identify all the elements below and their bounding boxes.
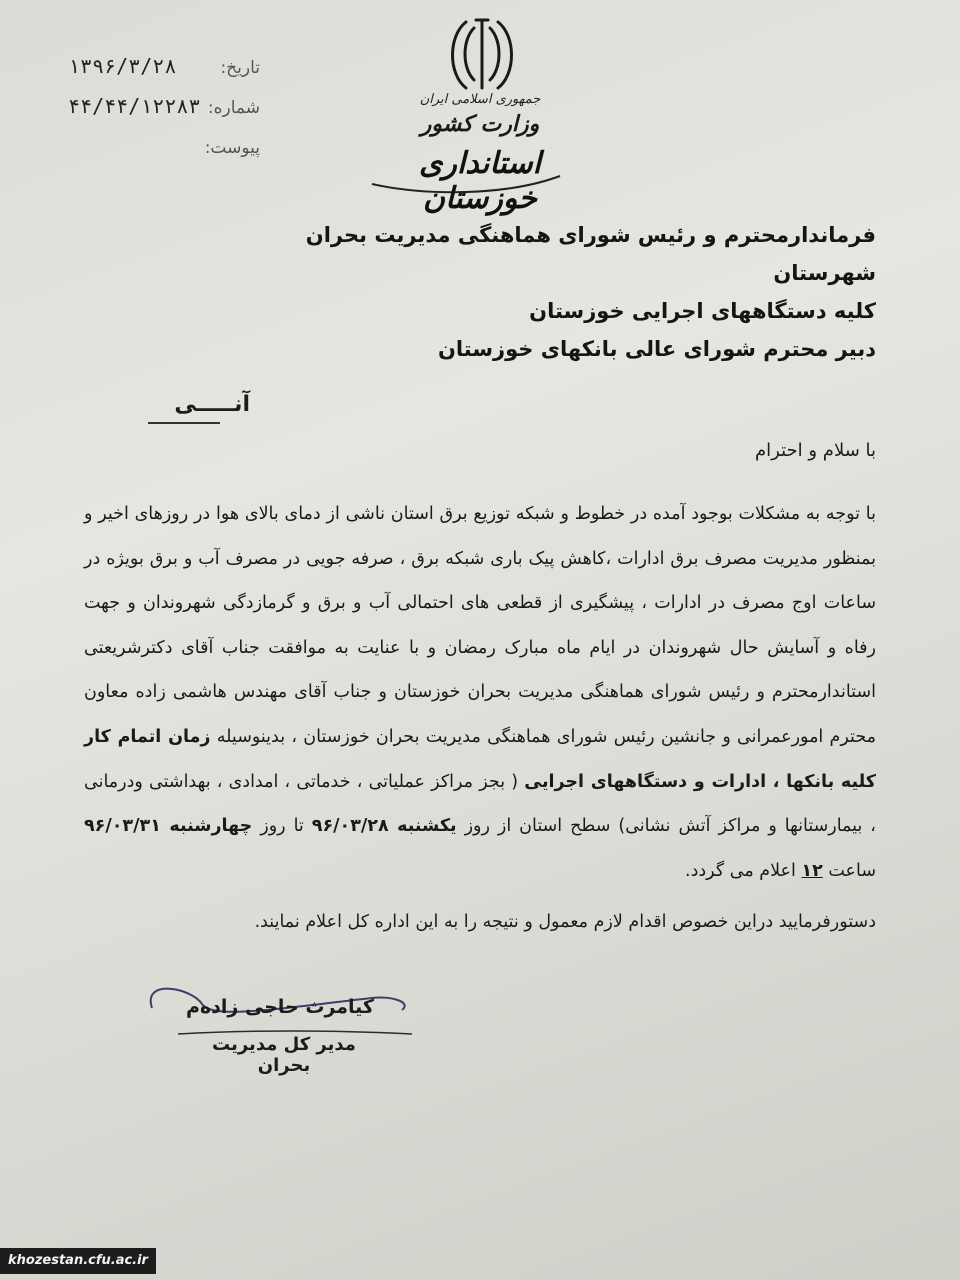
end-date: چهارشنبه ۹۶/۰۳/۳۱ xyxy=(84,816,253,837)
number-value: ۴۴/۴۴/۱۲۲۸۳ xyxy=(68,94,201,118)
republic-caption: جمهوری اسلامی ایران xyxy=(419,92,541,107)
body-text: تا روز xyxy=(260,816,304,837)
governorate-caption: استانداری خوزستان xyxy=(418,146,542,216)
letter-body xyxy=(84,492,876,893)
addressee-line: فرماندارمحترم و رئیس شورای هماهنگی مدیریت بحران شهرستان xyxy=(305,223,876,285)
urgency-underline xyxy=(148,422,220,424)
body-text: با توجه به مشکلات بوجود آمده در خطوط و شبکه توزیع برق استان ناشی از دمای بالای هوا در روزهای اخیر و بمنظور مدیریت مصرف برق ادارات ،کاهش پیک باری شبکه برق ، صرفه جویی در مصرف آب و برق بویژه در ساعات اوج مصرف در ادارات ، پیشگیری از قطعی های احتمالی آب و برق و گرمازدگی شهروندان و جهت رفاه و آسایش حال شهروندان در ایام ماه مبارک رمضان و با عنایت به موافقت جناب آقای دکترشریعتی استاندارمحترم و رئیس شورای هماهنگی مدیریت بحران خوزستان و جناب آقای مهندس هاشمی زاده معاون محترم امورعمرانی و جانشین رئیس شورای هماهنگی مدیریت بحران خوزستان ، بدینوسیله xyxy=(84,504,876,747)
closing-line: دستورفرمایید دراین خصوص اقدام لازم معمول و نتیجه را به این اداره کل اعلام نمایند. xyxy=(254,912,876,932)
body-text: ( بجز مراکز عملیاتی ، خدماتی ، امدادی ، بهداشتی ودرمانی ، بیمارستانها و مراکز آتش نشانی) سطح استان از روز xyxy=(84,771,876,837)
date-label: تاریخ: xyxy=(220,58,260,78)
number-label: شماره: xyxy=(207,98,260,118)
number-row xyxy=(60,92,260,132)
signer-name: کیامرث حاجی زادەم xyxy=(186,996,374,1018)
signer-title: مدیر کل مدیریت بحران xyxy=(212,1034,356,1076)
addressee-line: دبیر محترم شورای عالی بانکهای خوزستان xyxy=(437,337,876,361)
greeting: با سلام و احترام xyxy=(755,440,876,461)
letter-metadata xyxy=(60,52,260,172)
body-paragraph xyxy=(84,492,876,893)
closing-hour: ۱۲ xyxy=(801,860,823,881)
urgency-label: آنـــــی xyxy=(174,392,250,417)
attachment-row xyxy=(60,132,260,172)
date-value: ۱۳۹۶/۳/۲۸ xyxy=(68,54,177,78)
site-watermark: khozestan.cfu.ac.ir xyxy=(0,1248,156,1274)
body-text: ساعت xyxy=(828,860,876,881)
iran-emblem-icon xyxy=(436,14,528,96)
date-row xyxy=(60,52,260,92)
body-text: اعلام می گردد. xyxy=(685,860,796,881)
attachment-label: پیوست: xyxy=(204,138,260,158)
addressee-list xyxy=(256,216,876,368)
body-emphasis: زمان اتمام کار کلیه بانکها ، ادارات و دستگاههای اجرایی xyxy=(84,726,876,792)
ministry-caption: وزارت کشور xyxy=(420,112,540,137)
start-date: یکشنبه ۹۶/۰۳/۲۸ xyxy=(311,816,457,837)
addressee-line: کلیه دستگاههای اجرایی خوزستان xyxy=(529,299,876,323)
